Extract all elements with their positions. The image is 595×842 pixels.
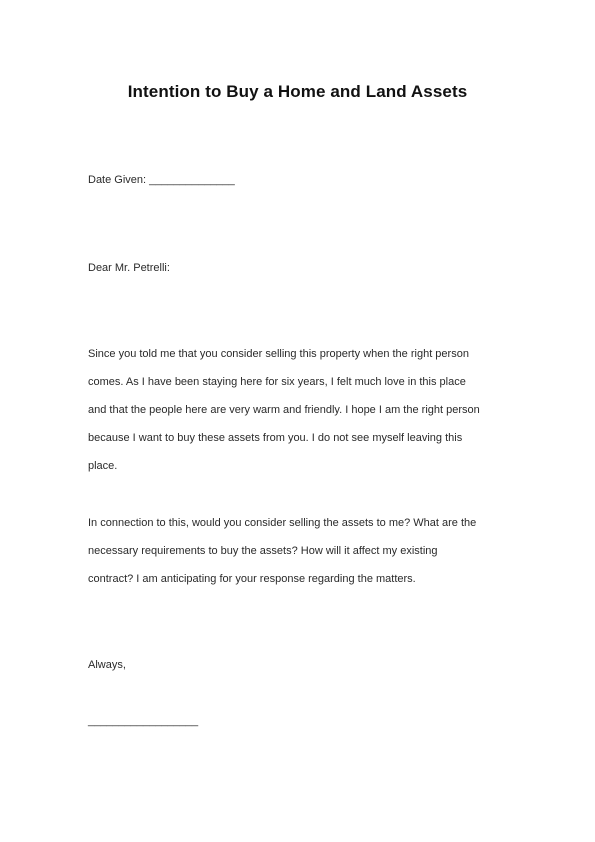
paragraph-line: contract? I am anticipating for your response regarding the matters.: [88, 573, 416, 585]
paragraph-line: because I want to buy these assets from you. I do not see myself leaving this: [88, 432, 463, 444]
paragraph-line: Since you told me that you consider selling this property when the right person: [88, 348, 469, 360]
paragraph-line: comes. As I have been staying here for six years, I felt much love in this place: [88, 376, 466, 388]
salutation: Dear Mr. Petrelli:: [88, 262, 170, 274]
paragraph-line: In connection to this, would you consider selling the assets to me? What are the: [88, 517, 477, 529]
document-title: Intention to Buy a Home and Land Assets: [127, 82, 468, 101]
signature-line: __________________: [88, 715, 199, 727]
paragraph-line: place.: [88, 460, 118, 472]
closing: Always,: [88, 659, 126, 671]
date-given-line: Date Given: ______________: [88, 174, 235, 186]
paragraph-line: necessary requirements to buy the assets? How will it affect my existing: [88, 545, 438, 557]
paragraph-line: and that the people here are very warm and friendly. I hope I am the right person: [88, 404, 480, 416]
